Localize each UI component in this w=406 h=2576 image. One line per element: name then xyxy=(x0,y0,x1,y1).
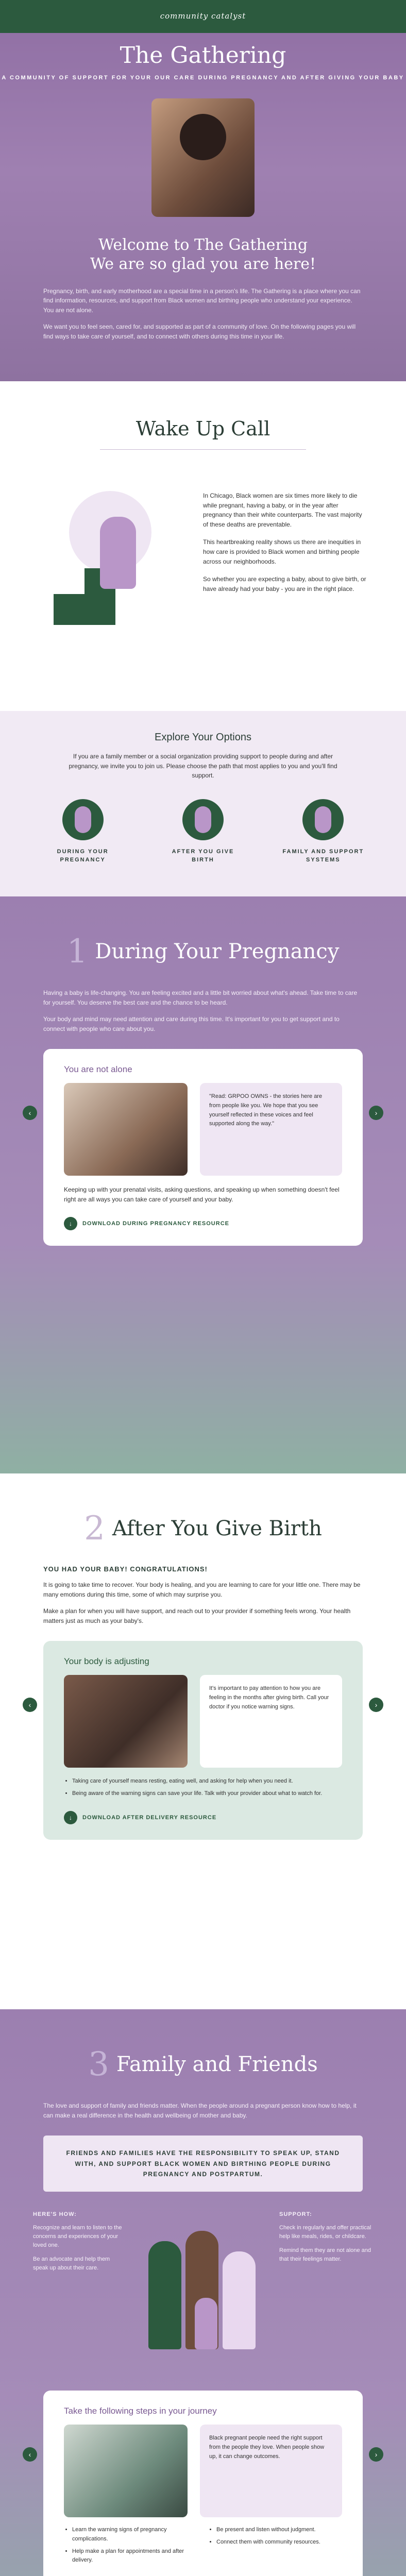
column-text: Be an advocate and help them speak up about their care. xyxy=(33,2256,110,2272)
section-title: During Your Pregnancy xyxy=(95,940,340,963)
page-title: The Gathering xyxy=(120,42,286,69)
hero-portrait-image xyxy=(151,98,255,217)
options-section xyxy=(0,711,406,896)
card-paragraph: Keeping up with your prenatal visits, asking questions, and speaking up when something doesn't feel right are all ways you can take care of yourself and your baby. xyxy=(64,1186,340,1203)
after-body xyxy=(43,1565,363,1625)
section-heading xyxy=(0,896,406,971)
card-title: You are not alone xyxy=(64,1064,132,1075)
download-label: DOWNLOAD DURING PREGNANCY RESOURCE xyxy=(82,1220,229,1227)
hero-intro xyxy=(43,286,363,342)
woman-figure xyxy=(100,517,136,589)
column-text: Remind them they are not alone and that their feelings matter. xyxy=(279,2247,371,2263)
card-title: Take the following steps in your journey xyxy=(64,2406,217,2416)
family-friends-section xyxy=(0,2009,406,2576)
family-content xyxy=(33,2210,373,2365)
card-bottom xyxy=(64,1185,342,1204)
family-paragraph: The love and support of family and friends matter. When the people around a pregnant person know how to help, it can make a real difference in the health and wellbeing of mother and baby. xyxy=(43,2102,357,2119)
carousel-prev-button[interactable]: ‹ xyxy=(23,1698,37,1712)
wake-paragraph-1: In Chicago, Black women are six times more likely to die while pregnant, having a baby, or in the year after pregnancy than their white counterparts. The vast majority of these deaths are preventable. xyxy=(203,492,362,528)
after-paragraph-2: Make a plan for when you will have support, and reach out to your provider if something feels wrong. Your health matters just as much as your baby's. xyxy=(43,1607,351,1624)
welcome-line-1: Welcome to The Gathering xyxy=(98,235,308,254)
option-during-pregnancy[interactable] xyxy=(42,799,124,865)
during-body xyxy=(43,988,363,1033)
options-title: Explore Your Options xyxy=(155,732,251,743)
list-item: • Taking care of yourself means resting, eating well, and asking for help when you need it. xyxy=(72,1777,342,1786)
carousel-card xyxy=(43,2391,363,2576)
list-item: • Learn the warning signs of pregnancy complications. xyxy=(72,2526,198,2544)
during-paragraph-1: Having a baby is life-changing. You are feeling excited and a little bit worried about what's ahead. Take time to care for yourself. You deserve the best care and the chance to be heard. xyxy=(43,989,358,1006)
wake-paragraph-2: This heartbreaking reality shows us there are inequities in how care is provided to Black women and birthing people across our neighborhoods. xyxy=(203,538,361,565)
carousel-next-button[interactable]: › xyxy=(369,1106,383,1120)
section-number: 3 xyxy=(88,2045,109,2083)
card-bullets-right xyxy=(208,2526,342,2568)
download-icon: ↓ xyxy=(64,1811,77,1824)
option-family-support[interactable] xyxy=(282,799,364,865)
column-text: Check in regularly and offer practical help like meals, rides, or childcare. xyxy=(279,2224,371,2240)
carousel-next-button[interactable]: › xyxy=(369,2447,383,2462)
family-icon xyxy=(302,799,344,840)
after-kicker: YOU HAD YOUR BABY! CONGRATULATIONS! xyxy=(43,1565,208,1573)
family-illustration xyxy=(138,2210,267,2365)
options-list xyxy=(23,799,383,865)
download-resource-link[interactable] xyxy=(64,1811,342,1824)
brand-logo[interactable] xyxy=(160,11,246,22)
section-title: Family and Friends xyxy=(116,2053,318,2076)
after-birth-section xyxy=(0,1473,406,2009)
section-title: After You Give Birth xyxy=(112,1517,322,1540)
column-heading: HERE'S HOW: xyxy=(33,2211,77,2218)
family-banner: FRIENDS AND FAMILIES HAVE THE RESPONSIBILITY TO SPEAK UP, STAND WITH, AND SUPPORT BLACK WOMEN AND BIRTHING PEOPLE DURING PREGNANCY AND POSTPARTUM. xyxy=(43,2136,363,2192)
family-member-figure xyxy=(223,2251,256,2349)
mother-baby-photo xyxy=(64,1675,188,1768)
download-label: DOWNLOAD AFTER DELIVERY RESOURCE xyxy=(82,1814,217,1821)
family-photo xyxy=(64,2425,188,2517)
welcome-line-2: We are so glad you are here! xyxy=(90,255,316,274)
carousel-card xyxy=(43,1641,363,1839)
carousel-next-button[interactable]: › xyxy=(369,1698,383,1712)
wake-up-title: Wake Up Call xyxy=(136,417,270,440)
card-quote: Black pregnant people need the right support from the people they love. When people show up, it can change outcomes. xyxy=(200,2425,342,2517)
pregnant-woman-photo xyxy=(64,1083,188,1176)
option-label: FAMILY AND SUPPORT SYSTEMS xyxy=(282,848,364,863)
card-content xyxy=(64,2425,342,2517)
carousel-prev-button[interactable]: ‹ xyxy=(23,1106,37,1120)
family-left-column xyxy=(33,2210,126,2278)
during-paragraph-2: Your body and mind may need attention and care during this time. It's important for you to get support and to connect with people who care about you. xyxy=(43,1015,340,1032)
family-right-column xyxy=(279,2210,372,2269)
carousel xyxy=(23,1641,383,1839)
family-member-figure xyxy=(148,2241,181,2349)
card-content xyxy=(64,1675,342,1768)
during-pregnancy-section xyxy=(0,896,406,1473)
mother-baby-icon xyxy=(182,799,224,840)
intro-paragraph-2: We want you to feel seen, cared for, and supported as part of a community of love. On the following pages you will find ways to take care of yourself, and to connect with others during this time in your life. xyxy=(43,323,356,340)
hero-tagline: A COMMUNITY OF SUPPORT FOR YOUR OUR CARE DURING PREGNANCY AND AFTER GIVING YOUR BABY xyxy=(2,75,404,81)
stair-step xyxy=(54,594,84,625)
options-lead: If you are a family member or a social organization providing support to people during and after pregnancy, we invite you to join us. Please choose the path that most applies to you and you'll find support. xyxy=(69,753,337,779)
wake-up-content xyxy=(38,481,368,635)
download-icon: ↓ xyxy=(64,1217,77,1230)
top-bar xyxy=(0,0,406,33)
card-bullets xyxy=(64,1777,342,1798)
family-body xyxy=(43,2101,363,2120)
option-label: AFTER YOU GIVE BIRTH xyxy=(172,848,234,863)
carousel-prev-button[interactable]: ‹ xyxy=(23,2447,37,2462)
stairs-illustration xyxy=(38,481,182,635)
wake-paragraph-3: So whether you are expecting a baby, about to give birth, or have already had your baby - you are in the right place. xyxy=(203,575,366,592)
column-heading: SUPPORT: xyxy=(279,2211,312,2218)
list-item: • Be present and listen without judgment. xyxy=(216,2526,342,2535)
section-number: 1 xyxy=(66,933,88,971)
option-label: DURING YOUR PREGNANCY xyxy=(57,848,109,863)
hero-section xyxy=(0,0,406,381)
download-resource-link[interactable] xyxy=(64,1217,342,1230)
option-after-birth[interactable] xyxy=(162,799,244,865)
card-title: Your body is adjusting xyxy=(64,1656,149,1667)
section-heading xyxy=(0,2009,406,2083)
section-number: 2 xyxy=(84,1510,105,1548)
card-bullets-left xyxy=(64,2526,198,2568)
list-item: • Connect them with community resources. xyxy=(216,2538,342,2547)
carousel-card xyxy=(43,1049,363,1245)
brand-mark: community catalyst xyxy=(160,11,246,21)
list-item: • Help make a plan for appointments and after delivery. xyxy=(72,2547,198,2565)
pregnant-woman-icon xyxy=(62,799,104,840)
child-figure xyxy=(195,2298,217,2349)
welcome-heading xyxy=(0,235,406,274)
card-columns xyxy=(64,2526,342,2568)
after-paragraph-1: It is going to take time to recover. Your body is healing, and you are learning to care for your little one. There may be many emotions during this time, some of which may surprise you. xyxy=(43,1581,361,1598)
divider xyxy=(100,449,306,450)
wake-up-text xyxy=(203,481,368,635)
wake-up-section xyxy=(0,381,406,711)
intro-paragraph-1: Pregnancy, birth, and early motherhood are a special time in a person's life. The Gathering is a place where you can find information, resources, and support from Black women and birthing people who understand your experience. You are not alone. xyxy=(43,287,361,314)
card-content xyxy=(64,1083,342,1176)
section-heading xyxy=(0,1473,406,1548)
column-text: Recognize and learn to listen to the concerns and experiences of your loved one. xyxy=(33,2224,122,2249)
list-item: • Being aware of the warning signs can save your life. Talk with your provider about what to watch for. xyxy=(72,1789,342,1799)
card-quote: "Read: GRPOO OWNS - the stories here are from people like you. We hope that you see yourself reflected in these voices and feel supported along the way." xyxy=(200,1083,342,1176)
carousel xyxy=(23,2391,383,2576)
card-quote: It's important to pay attention to how you are feeling in the months after giving birth. Call your doctor if you notice warning signs. xyxy=(200,1675,342,1768)
carousel xyxy=(23,1049,383,1245)
